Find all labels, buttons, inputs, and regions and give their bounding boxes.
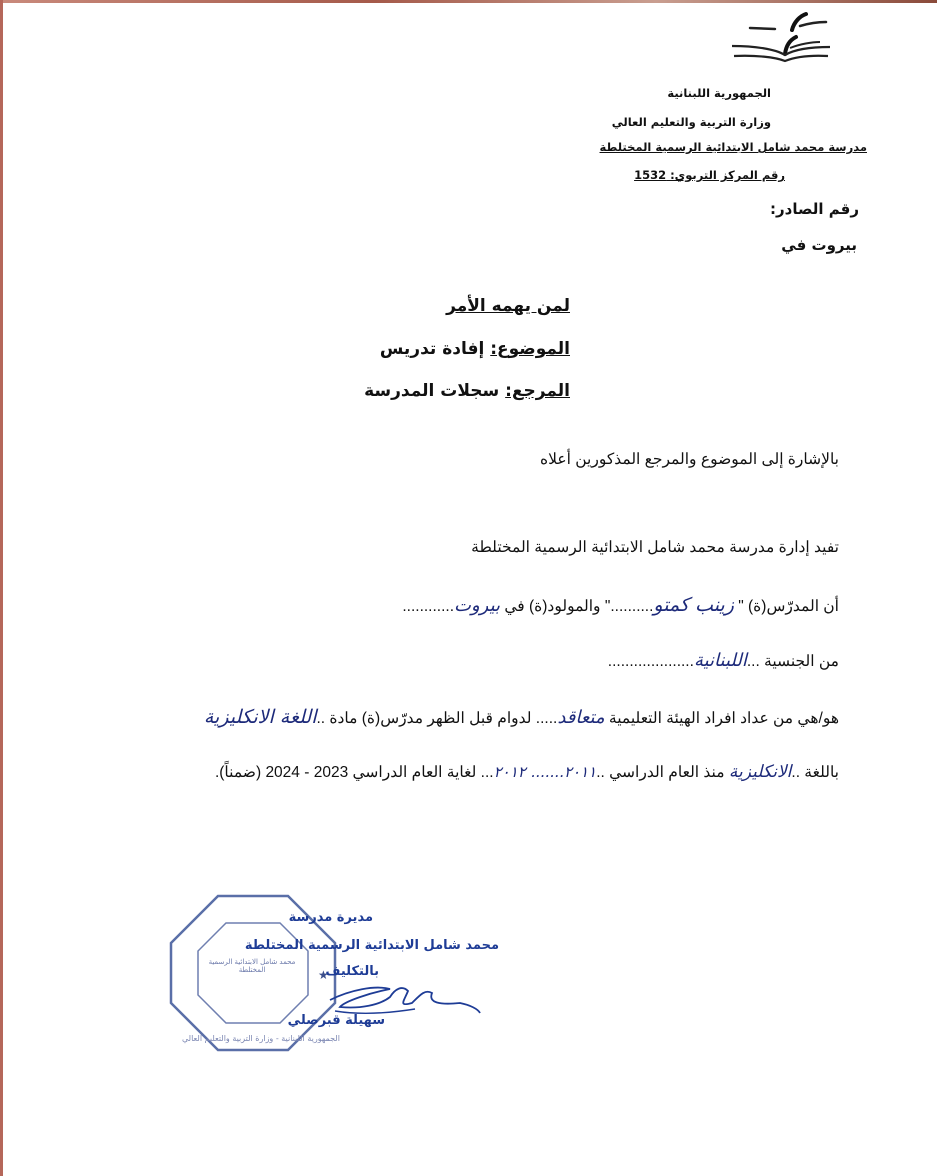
center-number: رقم المركز التربوي: 1532 [634, 168, 785, 182]
svg-text:★: ★ [318, 968, 329, 982]
outgoing-number-label: رقم الصادر: [770, 200, 859, 218]
stamp-inner-text: محمد شامل الابتدائية الرسمية المختلطة [208, 958, 296, 974]
signatory-name: سهيلة قبرصلي [287, 1013, 385, 1028]
reference-label: المرجع: [505, 381, 570, 401]
scan-edge-left [0, 0, 3, 1176]
dots: ............ [402, 598, 455, 615]
signature-title-2: محمد شامل الابتدائية الرسمية المختلطة [244, 938, 499, 953]
body-line-5 [215, 762, 839, 782]
body-line-4 [204, 706, 839, 728]
status-handwritten: متعاقد [557, 707, 605, 728]
staff-label: هو/هي من عداد افراد الهيئة التعليمية [604, 710, 839, 727]
nationality-handwritten: اللبنانية [693, 650, 747, 671]
language-label: باللغة .. [791, 764, 839, 781]
teacher-name-handwritten: زينب كمتو [653, 594, 734, 616]
dots: .................... [607, 653, 694, 670]
reference-line [364, 381, 570, 401]
subject-label: ..... لدوام قبل الظهر مدرّس(ة) مادة .. [316, 710, 558, 727]
reference-value: سجلات المدرسة [364, 381, 500, 401]
born-in-label: .........." والمولود(ة) في [500, 598, 654, 615]
teacher-label: أن المدرّس(ة) " [733, 598, 839, 615]
language-handwritten: الانكليزية [728, 762, 792, 782]
subject-value: إفادة تدريس [379, 339, 485, 359]
school-heading: مدرسة محمد شامل الابتدائية الرسمية المختلطة [599, 140, 867, 154]
body-line-1: تفيد إدارة مدرسة محمد شامل الابتدائية الرسمية المختلطة [471, 539, 839, 556]
book-quill-logo [730, 8, 840, 63]
body-line-2 [402, 594, 839, 616]
place-date-label: بيروت في [781, 236, 857, 254]
ministry-heading: وزارة التربية والتعليم العالي [611, 115, 771, 129]
signature-title-1: مديرة مدرسة [288, 910, 373, 925]
scan-edge-top [0, 0, 937, 3]
signature-title-3: بالتكليف [325, 964, 379, 979]
subject-line [380, 339, 570, 359]
years-handwritten: ٢٠١١....... ٢٠١٢ [493, 763, 597, 781]
since-year-label: منذ العام الدراسي .. [596, 764, 729, 781]
subject-handwritten: اللغة الانكليزية [203, 706, 317, 728]
to-whom-heading: لمن يهمه الأمر [446, 296, 570, 316]
until-year-label: ... لغاية العام الدراسي 2023 - 2024 (ضمناً). [214, 764, 494, 781]
subject-label: الموضوع: [490, 339, 570, 359]
republic-heading: الجمهورية اللبنانية [667, 86, 771, 100]
stamp-outer-text: الجمهورية اللبنانية - وزارة التربية والتعليم العالي [182, 1034, 340, 1043]
body-line-3 [608, 650, 839, 671]
nationality-label: من الجنسية ... [746, 653, 839, 670]
birthplace-handwritten: بيروت [454, 595, 501, 616]
intro-line: بالإشارة إلى الموضوع والمرجع المذكورين أعلاه [540, 451, 839, 468]
